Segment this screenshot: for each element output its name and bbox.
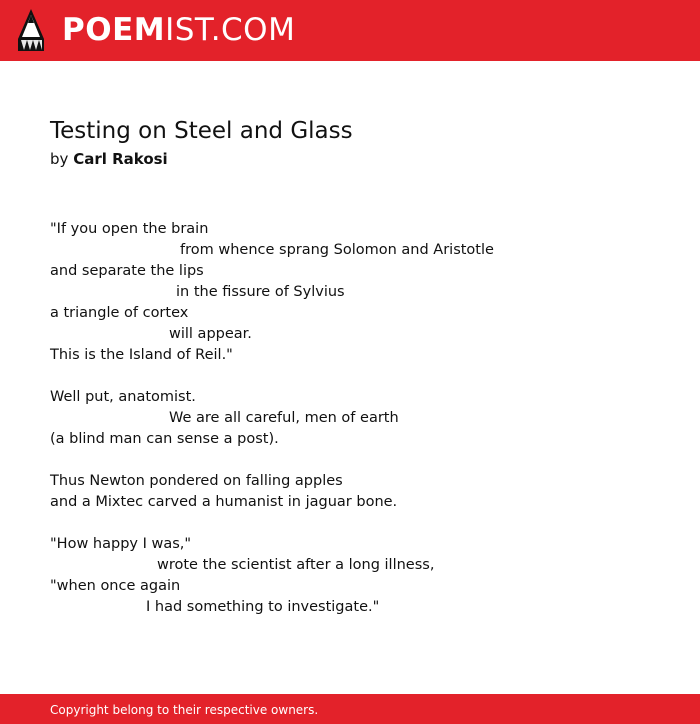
site-header xyxy=(0,0,700,61)
copyright-notice: Copyright belong to their respective owners. xyxy=(50,703,319,717)
poem-line: "If you open the brain xyxy=(50,221,209,237)
site-logo[interactable] xyxy=(62,12,295,48)
poem-line: (a blind man can sense a post). xyxy=(50,431,279,447)
by-label: by xyxy=(50,150,69,168)
logo-light-text: IST.COM xyxy=(165,12,296,48)
pencil-tip-icon[interactable] xyxy=(18,9,44,51)
poem-line: a triangle of cortex xyxy=(50,305,189,321)
poem-line: Well put, anatomist. xyxy=(50,389,196,405)
poem-line: "when once again xyxy=(50,578,181,594)
poem-line: in the fissure of Sylvius xyxy=(176,284,345,300)
poem-line: We are all careful, men of earth xyxy=(169,410,399,426)
poem-title: Testing on Steel and Glass xyxy=(50,118,353,144)
poem-line: from whence sprang Solomon and Aristotle xyxy=(180,242,494,258)
poem-line: This is the Island of Reil." xyxy=(50,347,233,363)
logo-bold-text: POEM xyxy=(62,12,166,48)
poem-line: "How happy I was," xyxy=(50,536,192,552)
poem-line: wrote the scientist after a long illness, xyxy=(157,557,435,573)
poem-line: will appear. xyxy=(169,326,252,342)
poem-line: and a Mixtec carved a humanist in jaguar bone. xyxy=(50,494,398,510)
stanza-break xyxy=(50,450,670,471)
poem-body xyxy=(50,219,670,618)
stanza-break xyxy=(50,366,670,387)
author-name[interactable]: Carl Rakosi xyxy=(73,150,168,168)
poem-line: I had something to investigate." xyxy=(146,599,380,615)
poem-byline xyxy=(50,149,168,169)
poem-line: and separate the lips xyxy=(50,263,204,279)
poem-line: Thus Newton pondered on falling apples xyxy=(50,473,343,489)
site-footer xyxy=(0,694,700,724)
stanza-break xyxy=(50,513,670,534)
